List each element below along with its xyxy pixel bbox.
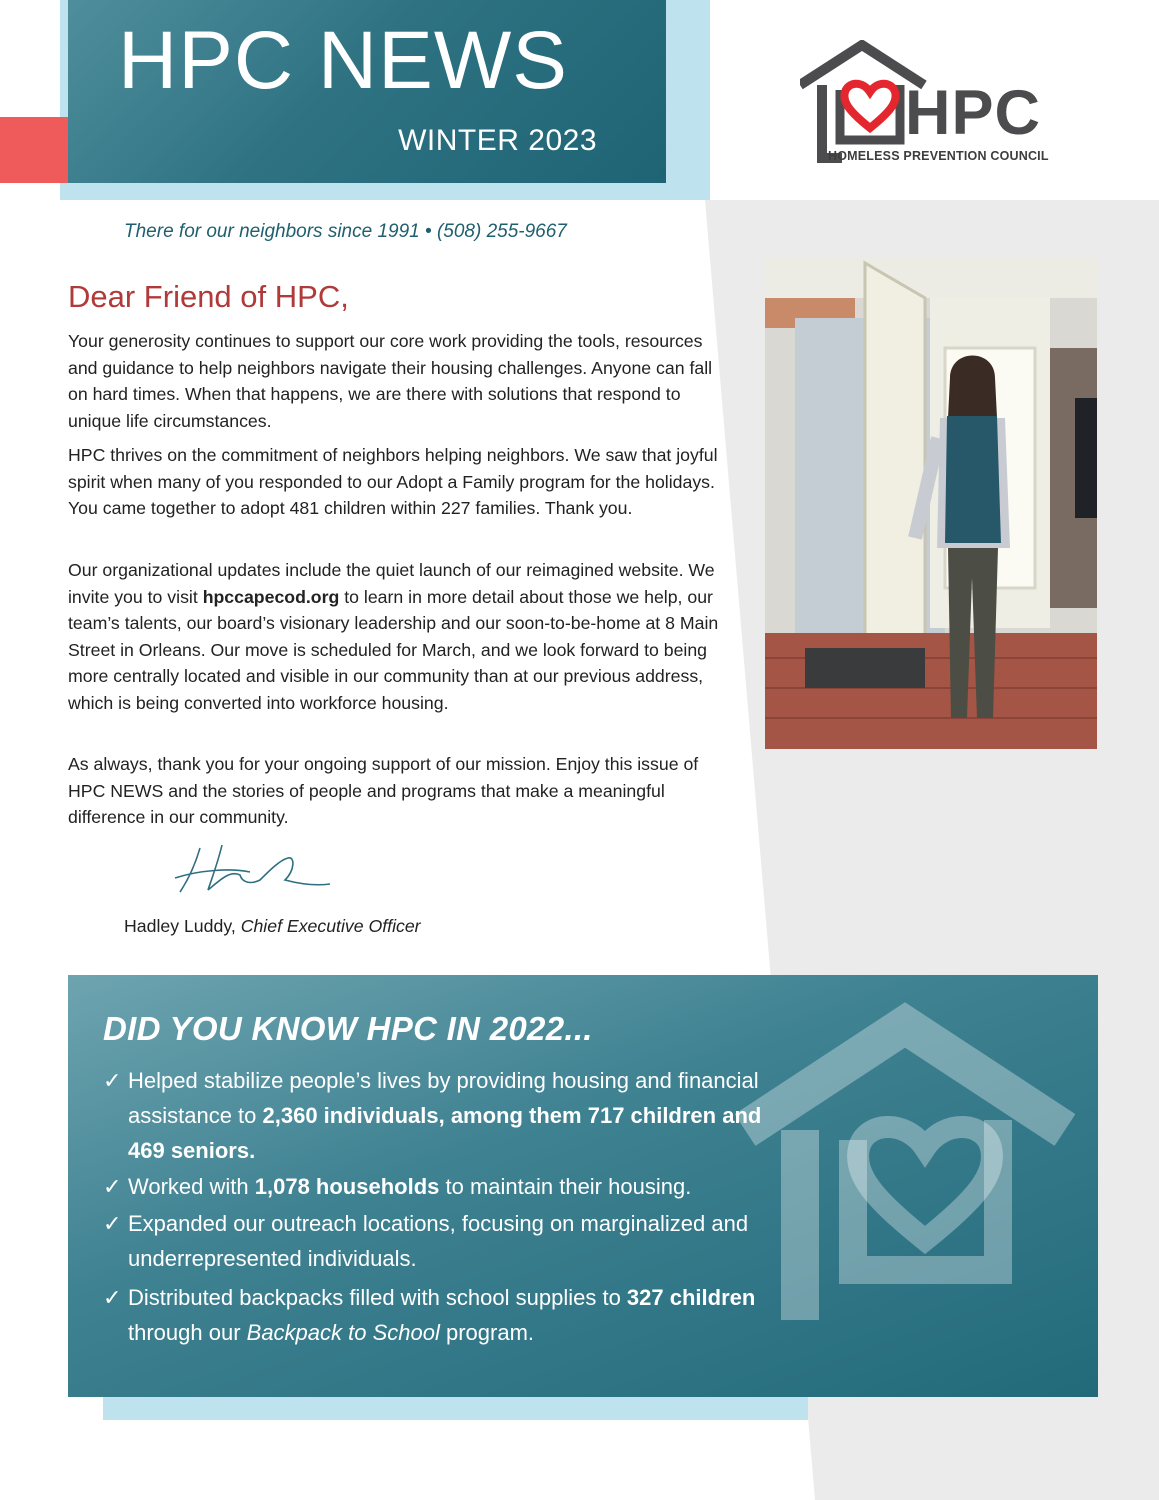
house-heart-watermark-icon [735, 1000, 1075, 1320]
letter-paragraph-4: As always, thank you for your ongoing support of our mission. Enjoy this issue of HPC NEWS and the stories of people and programs that make a meaningful difference in our community. [68, 754, 699, 827]
signer-line [124, 916, 421, 937]
logo-subtitle: HOMELESS PREVENTION COUNCIL [828, 149, 1049, 163]
checkmark-icon: ✓ [103, 1285, 122, 1310]
program-name: Backpack to School [246, 1320, 440, 1345]
letter-paragraph-2: HPC thrives on the commitment of neighbors helping neighbors. We saw that joyful spirit when many of you responded to our Adopt a Family program for the holidays. You came together to adopt 481 children within 227 families. Thank you. [68, 445, 718, 518]
fact-4-text-a: Distributed backpacks filled with school supplies to [128, 1285, 627, 1310]
ceo-doorway-photo [765, 258, 1097, 749]
signer-title: Chief Executive Officer [240, 916, 421, 936]
fact-3-text: Expanded our outreach locations, focusing on marginalized and underrepresented individuals. [128, 1211, 749, 1271]
paragraph-3-text-b: to learn in more detail about those we help, our team’s talents, our board’s visionary leadership and our soon-to-be-home at 8 Main Street in Orleans. Our move is scheduled for March, and we look forward to being more centrally located and visible in our community than at our previous address, which is being converted into workforce housing. [68, 586, 719, 713]
fact-4-text-b: through our [128, 1320, 247, 1345]
fact-2-highlight: 1,078 households [254, 1174, 440, 1199]
facts-title: DID YOU KNOW HPC IN 2022... [103, 1010, 593, 1047]
logo-wordmark: HPC [905, 78, 1042, 148]
newsletter-title: HPC NEWS [118, 15, 568, 106]
fact-2-text-a: Worked with [128, 1174, 255, 1199]
paragraph-3-text-a: Our organizational updates include the quiet launch of our reimagined website. We invite you to visit [68, 560, 715, 607]
fact-item-4 [103, 1280, 763, 1350]
signer-name: Hadley Luddy, [124, 916, 241, 936]
checkmark-icon: ✓ [103, 1211, 122, 1236]
tagline: There for our neighbors since 1991 • (508) 255-9667 [124, 221, 567, 242]
letter-greeting: Dear Friend of HPC, [68, 279, 349, 314]
fact-item-1 [103, 1063, 763, 1168]
issue-date: WINTER 2023 [398, 124, 597, 157]
website-link[interactable]: hpccapecod.org [202, 586, 340, 607]
fact-2-text-b: to maintain their housing. [439, 1174, 692, 1199]
fact-1-highlight: 2,360 individuals [262, 1103, 439, 1128]
fact-4-text-c: program. [439, 1320, 535, 1345]
fact-item-3 [103, 1206, 763, 1276]
fact-item-2 [103, 1169, 763, 1204]
checkmark-icon: ✓ [103, 1174, 122, 1199]
letter-paragraph-1: Your generosity continues to support our core work providing the tools, resources and guidance to help neighbors navigate their housing challenges. Anyone can fall on hard times. When that happens, we are there with solutions that respond to unique life circumstances. [68, 331, 713, 431]
fact-1-text-a: Helped stabilize people’s lives by providing housing and financial assistance to [128, 1068, 759, 1128]
fact-1-text-b: , among them 717 children and 469 seniors. [128, 1103, 762, 1163]
letter-paragraph-3 [68, 557, 728, 716]
red-accent-tab [0, 117, 68, 183]
fact-4-highlight: 327 children [626, 1285, 756, 1310]
checkmark-icon: ✓ [103, 1068, 122, 1093]
handwritten-signature [170, 840, 335, 900]
